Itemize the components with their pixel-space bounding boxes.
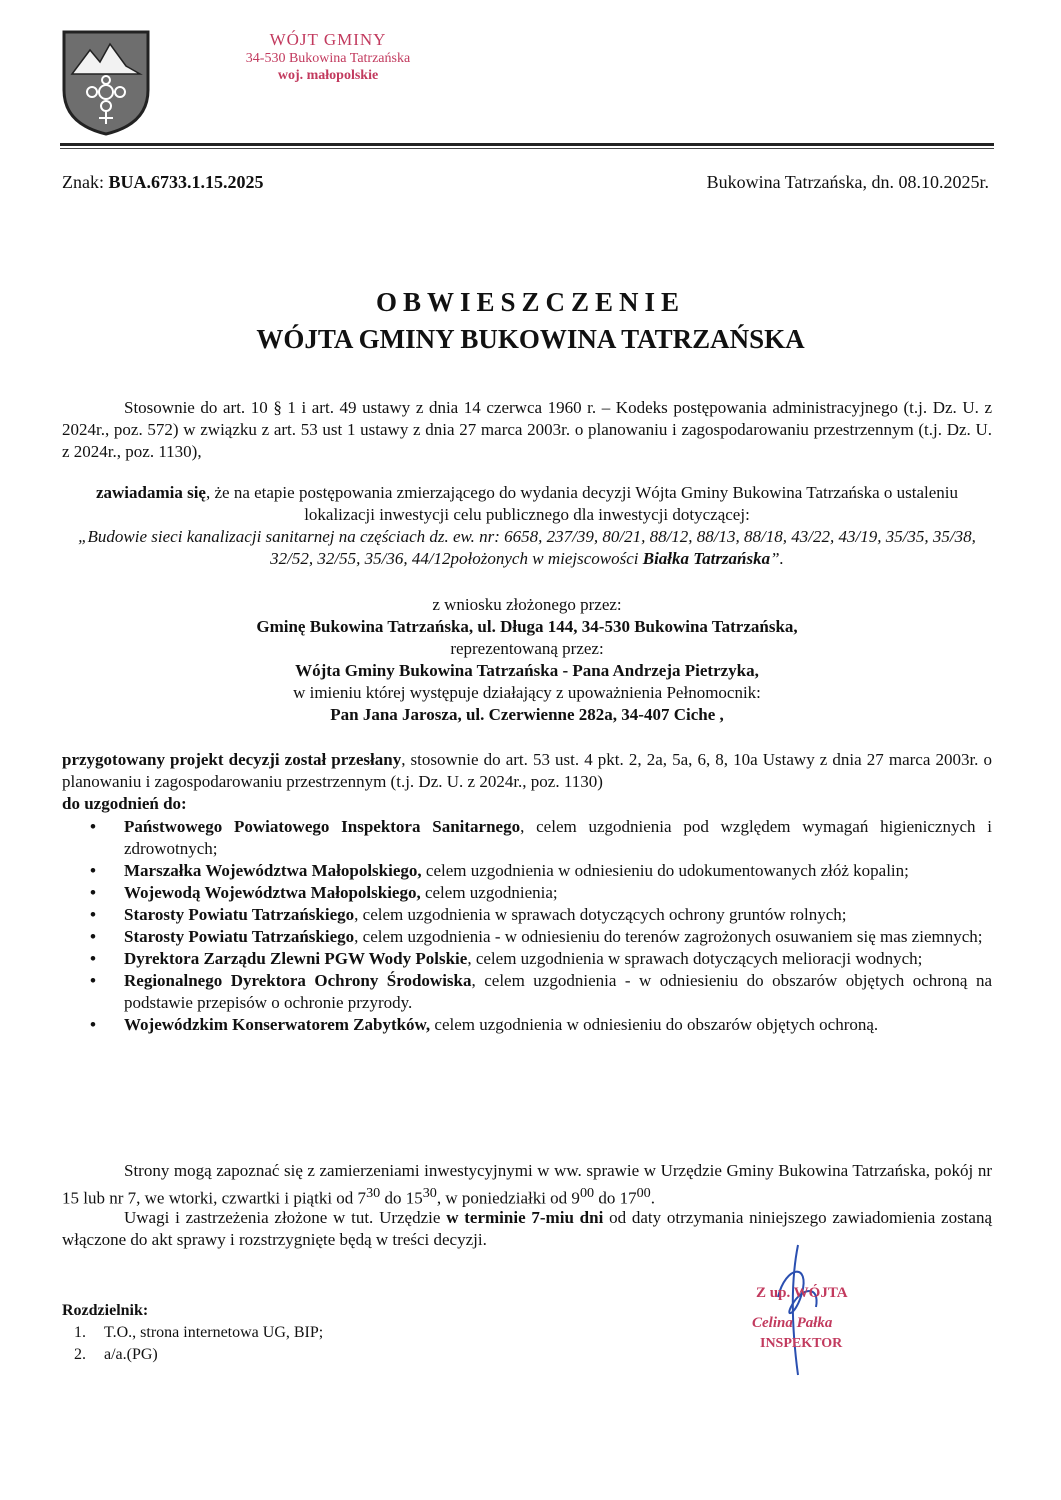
project-tail: do uzgodnień do:	[62, 794, 187, 813]
reference-value: BUA.6733.1.15.2025	[108, 172, 264, 192]
signature-title: INSPEKTOR	[760, 1336, 843, 1351]
bullet-icon: •	[90, 861, 96, 880]
institution-name: Dyrektora Zarządu Zlewni PGW Wody Polskie	[124, 949, 468, 968]
notice-lead: zawiadamia się	[95, 483, 206, 502]
institution-purpose: , celem uzgodnienia - w odniesieniu do obszarów objętych ochroną na podstawie przepisów o ochronie przyrody.	[124, 971, 992, 1012]
reference-number	[62, 172, 264, 193]
institution-name: Wojewodą Województwa Małopolskiego,	[124, 883, 421, 902]
info-text: do 15	[380, 1188, 423, 1208]
stamp-line-3: woj. małopolskie	[277, 68, 379, 83]
applicant-line-3: reprezentowaną przez:	[450, 639, 604, 658]
list-item	[62, 860, 992, 882]
bullet-icon: •	[90, 817, 96, 836]
bullet-icon: •	[90, 883, 96, 902]
remarks-text: od daty otrzymania niniejszego zawiadomienia zostaną włączone do akt sprawy i rozstrzygnięte będą w treści decyzji.	[62, 1208, 992, 1249]
project-lead: przygotowany projekt decyzji został przesłany	[62, 750, 402, 769]
institution-name: Starosty Powiatu Tatrzańskiego	[124, 905, 355, 924]
institution-name: Marszałka Województwa Małopolskiego,	[124, 861, 422, 880]
applicant-line-1: z wniosku złożonego przez:	[432, 595, 622, 614]
item-text: T.O., strona internetowa UG, BIP;	[104, 1324, 324, 1341]
consultation-list	[62, 816, 992, 1036]
bullet-icon: •	[90, 927, 96, 946]
investment-description	[78, 527, 976, 568]
institution-name: Starosty Powiatu Tatrzańskiego	[124, 927, 355, 946]
applicant-block	[62, 594, 992, 726]
info-text: Strony mogą zapoznać się z zamierzeniami inwestycyjnymi w ww. sprawie w Urzędzie Gminy Bukowina Tatrzańska, pokój nr 15 lub nr 7, we wtorki, czwartki i piątki od 7	[62, 1161, 992, 1208]
project-paragraph	[62, 749, 992, 815]
signature-name: Celina Pałka	[752, 1315, 833, 1331]
investment-quote-end: ”.	[770, 549, 784, 568]
item-number: 1.	[74, 1324, 86, 1341]
header-rule-thin	[60, 148, 994, 149]
investment-quote: „Budowie sieci kanalizacji sanitarnej na częściach dz. ew. nr: 6658, 237/39, 80/21, 88/12, 88/13, 88/18, 43/22, 43/19, 35/35, 35/38, 32/52, 32/55, 35/36, 44/12położonych w miejscowości	[78, 527, 976, 568]
project-text: , stosownie do art. 53 ust. 4 pkt. 2, 2a, 5a, 6, 8, 10a Ustawy z dnia 27 marca 2003r. o planowaniu i zagospodarowaniu przestrzennym (t.j. Dz. U. z 2024r., poz. 1130)	[62, 750, 993, 791]
institution-purpose: , celem uzgodnienia w sprawach dotyczących melioracji wodnych;	[467, 949, 923, 968]
investment-place: Białka Tatrzańska	[642, 549, 771, 568]
item-number: 2.	[74, 1346, 86, 1363]
info-text: .	[650, 1188, 655, 1208]
institution-name: Wojewódzkim Konserwatorem Zabytków,	[124, 1015, 431, 1034]
coat-of-arms-icon	[60, 28, 152, 138]
intro-paragraph: Stosownie do art. 10 § 1 i art. 49 ustawy z dnia 14 czerwca 1960 r. – Kodeks postępowania administracyjnego (t.j. Dz. U. z 2024r., poz. 572) w związku z art. 53 ust 1 ustawy z dnia 27 marca 2003r. o planowaniu i zagospodarowaniu przestrzennym (t.j. Dz. U. z 2024r., poz. 1130),	[62, 398, 992, 461]
applicant-line-4: Wójta Gminy Bukowina Tatrzańska - Pana Andrzeja Pietrzyka,	[295, 661, 759, 680]
list-item	[62, 816, 992, 860]
time-minutes: 30	[422, 1185, 437, 1201]
bullet-icon: •	[90, 949, 96, 968]
signature-line-1: Z up. WÓJTA	[756, 1285, 848, 1301]
distribution-title: Rozdzielnik:	[62, 1302, 149, 1319]
institution-name: Państwowego Powiatowego Inspektora Sanitarnego	[124, 817, 521, 836]
distribution-list	[62, 1300, 323, 1366]
remarks-deadline: w terminie 7-miu dni	[446, 1208, 604, 1227]
office-stamp	[228, 30, 428, 84]
notice-paragraph	[62, 482, 992, 570]
notice-text: , że na etapie postępowania zmierzającego do wydania decyzji Wójta Gminy Bukowina Tatrzańska o ustaleniu lokalizacji inwestycji celu publicznego dla inwestycji dotyczącej:	[205, 483, 959, 524]
list-item	[62, 1322, 323, 1344]
place-and-date: Bukowina Tatrzańska, dn. 08.10.2025r.	[706, 172, 989, 192]
institution-purpose: , celem uzgodnienia - w odniesieniu do terenów zagrożonych osuwaniem się mas ziemnych;	[354, 927, 983, 946]
list-item	[62, 1344, 323, 1366]
document-title: OBWIESZCZENIE	[375, 287, 686, 317]
signature-stamp	[740, 1235, 890, 1385]
stamp-line-2: 34-530 Bukowina Tatrzańska	[245, 51, 411, 66]
time-minutes: 00	[579, 1185, 595, 1201]
institution-purpose: celem uzgodnienia;	[420, 883, 558, 902]
bullet-icon: •	[90, 971, 96, 990]
bullet-icon: •	[90, 1015, 96, 1034]
list-item	[62, 882, 992, 904]
bullet-icon: •	[90, 905, 96, 924]
applicant-line-5: w imieniu której występuje działający z upoważnienia Pełnomocnik:	[293, 683, 761, 702]
time-minutes: 00	[636, 1185, 651, 1201]
list-item	[62, 904, 992, 926]
info-text: , w poniedziałki od 9	[436, 1188, 580, 1208]
header-rule	[60, 143, 994, 146]
institution-purpose: celem uzgodnienia w odniesieniu do udokumentowanych złóż kopalin;	[421, 861, 909, 880]
item-text: a/a.(PG)	[104, 1346, 158, 1363]
stamp-line-1: WÓJT GMINY	[269, 30, 387, 49]
remarks-text: Uwagi i zastrzeżenia złożone w tut. Urzędzie	[124, 1208, 447, 1227]
applicant-line-2: Gminę Bukowina Tatrzańska, ul. Długa 144, 34-530 Bukowina Tatrzańska,	[256, 617, 798, 636]
time-minutes: 30	[366, 1185, 381, 1201]
office-hours-paragraph	[62, 1160, 992, 1210]
institution-purpose: celem uzgodnienia w odniesieniu do obszarów objętych ochroną.	[430, 1015, 879, 1034]
document-subtitle: WÓJTA GMINY BUKOWINA TATRZAŃSKA	[256, 324, 805, 354]
institution-name: Regionalnego Dyrektora Ochrony Środowiska	[124, 971, 472, 990]
list-item	[62, 1014, 992, 1036]
reference-label: Znak:	[62, 172, 104, 192]
institution-purpose: , celem uzgodnienia w sprawach dotyczących ochrony gruntów rolnych;	[354, 905, 847, 924]
list-item	[62, 926, 992, 948]
info-text: do 17	[594, 1188, 637, 1208]
applicant-line-6: Pan Jana Jarosza, ul. Czerwienne 282a, 34-407 Ciche ,	[330, 705, 724, 724]
list-item	[62, 948, 992, 970]
institution-purpose: , celem uzgodnienia pod względem wymagań higienicznych i zdrowotnych;	[124, 817, 992, 858]
list-item	[62, 970, 992, 1014]
